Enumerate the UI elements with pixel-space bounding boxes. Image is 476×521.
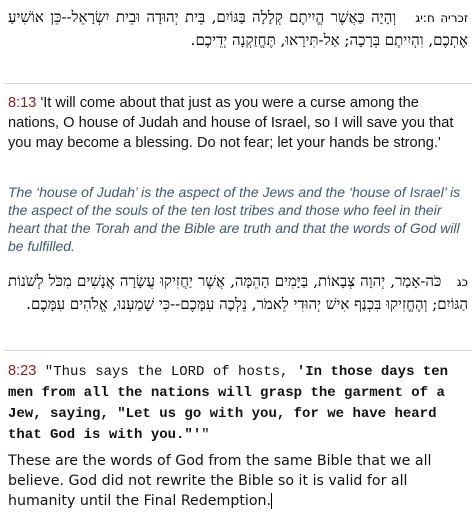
conclusion-paragraph — [8, 451, 470, 511]
conclusion-text: These are the words of God from the same Bible that we all believe. God did not rewrite the Bible so it is valid for all humanity until the Final Redemption. — [8, 453, 432, 509]
hebrew-reference: כג — [456, 275, 468, 289]
commentary-note: The ‘house of Judah’ is the aspect of the Jews and the ‘house of Israel’ is the aspect of the souls of the ten lost tribes and those who feel in their heart that the Torah and the Bible are truth and that the words of God will be fulfilled. — [8, 184, 461, 254]
hebrew-text: וְהָיָה כַּאֲשֶׁר הֱיִיתֶם קְלָלָה בַּגּוֹיִם, בֵּית יְהוּדָה וּבֵית יִשְׂרָאֵל--כֵּן אוֹשִׁיעַ אֶתְכֶם, וִהְיִיתֶם בְּרָכָה; אַל-תִּירָאוּ, תֶּחֱזַקְנָה יְדֵיכֶם. — [8, 8, 468, 49]
verse-quote: 'In those days ten men from all the nations will grasp the garment of a Jew, saying, "Let us go with you, for we have heard that God is with you."' — [8, 364, 449, 443]
hebrew-verse-zechariah-8-13 — [8, 6, 468, 51]
divider — [4, 83, 472, 84]
divider — [4, 350, 472, 351]
english-verse-8-23 — [8, 361, 470, 445]
verse-closing: " — [201, 427, 210, 443]
verse-intro: "Thus says the LORD of hosts, — [36, 364, 297, 380]
verse-text: 'It will come about that just as you were a curse among the nations, O house of Judah and house of Israel, so I will save you that you may become a blessing. Do not fear; let your hands be strong.' — [8, 95, 454, 151]
verse-number: 8:13 — [8, 95, 37, 111]
hebrew-verse-zechariah-8-23 — [8, 270, 468, 315]
hebrew-reference: זכריה ח:יג — [415, 11, 468, 25]
hebrew-text: כֹּה-אָמַר, יְהוָה צְבָאוֹת, בַּיָּמִים הָהֵמָּה, אֲשֶׁר יַחֲזִיקוּ עֲשָׂרָה אֲנָשִׁים מִכֹּל לְשֹׁנוֹת הַגּוֹיִם; וְהֶחֱזִיקוּ בִּכְנַף אִישׁ יְהוּדִי לֵאמֹר, נֵלְכָה עִמָּכֶם--כִּי שָׁמַעְנוּ, אֱלֹהִים עִמָּכֶם. — [8, 272, 468, 313]
english-verse-8-13 — [8, 93, 470, 153]
verse-number: 8:23 — [8, 363, 37, 379]
